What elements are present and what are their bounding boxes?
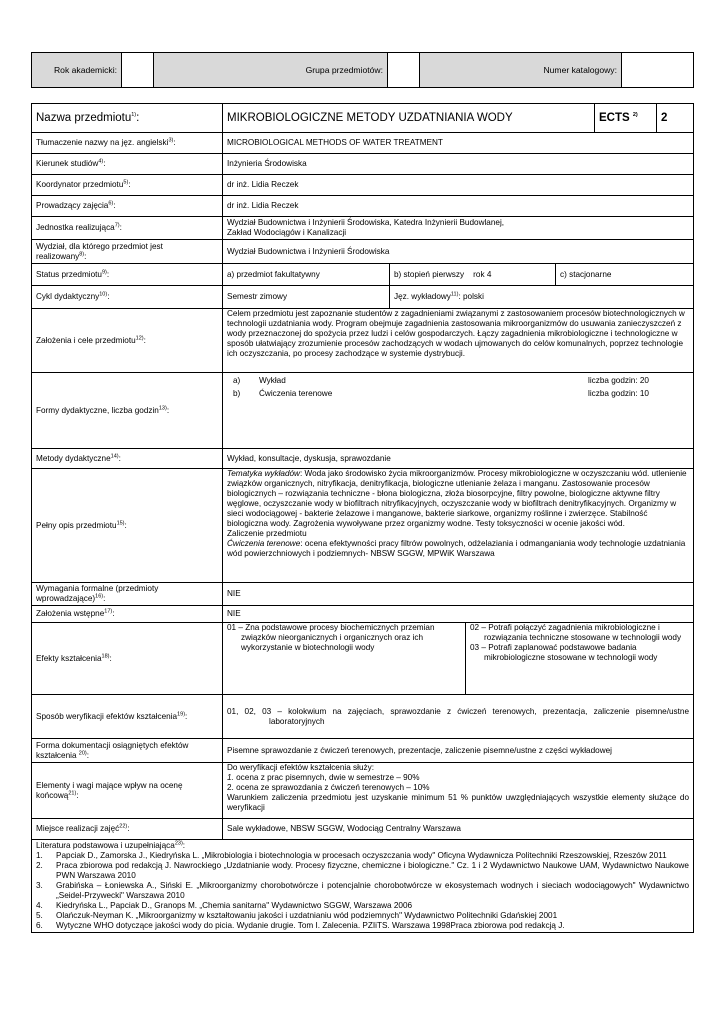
description-label: Pełny opis przedmiotu$^{15)}$: bbox=[32, 469, 223, 583]
row-verification bbox=[32, 695, 694, 739]
forms-label: Formy dydaktyczne, liczba godzin$^{13)}$: bbox=[32, 373, 223, 449]
verification-label: Sposób weryfikacji efektów kształcenia$^{19)}$: bbox=[32, 695, 223, 739]
literature-item: 1. Papciak D., Zamorska J., Kiedryńska L. „Mikrobiologia i biotechnologia w procesach oczyszczania wody" Oficyna Wydawnicza Politechniki Rzeszowskiej, Rzeszów 2011 bbox=[36, 851, 667, 860]
row-documentation bbox=[32, 739, 694, 763]
row-methods bbox=[32, 449, 694, 469]
instructor-label: Prowadzący zajęcia$^{6)}$: bbox=[32, 196, 223, 217]
prerequisites-label: Założenia wstępne$^{17)}$: bbox=[32, 606, 223, 623]
forms-value bbox=[223, 373, 694, 449]
row-course-name bbox=[32, 104, 694, 133]
language-value: Jęz. wykładowy$^{11)}$: polski bbox=[390, 286, 694, 309]
course-name-label: Nazwa przedmiotu$^{1)}$: bbox=[32, 104, 223, 133]
coordinator-label: Koordynator przedmiotu$^{5)}$: bbox=[32, 175, 223, 196]
outcomes-left bbox=[223, 623, 466, 695]
outcome-item: 02 – Potrafi połączyć zagadnienia mikrobiologiczne i rozwiązania techniczne stosowane w technologii wody bbox=[470, 623, 682, 642]
row-instructor bbox=[32, 196, 694, 217]
academic-year-field[interactable] bbox=[122, 53, 154, 88]
course-name-value: MIKROBIOLOGICZNE METODY UZDATNIANIA WODY bbox=[223, 104, 595, 133]
literature-item: 2. Praca zbiorowa pod redakcją J. Nawrockiego „Uzdatnianie wody. Procesy fizyczne, chemiczne i biologiczne." Cz. 1 i 2 Wydawnictwo Naukowe UAM, Wydawnictwo Naukowe PWN Warszawa 2010 bbox=[36, 861, 689, 880]
goals-value: Celem przedmiotu jest zapoznanie studentów z zagadnieniami związanymi z zastosowaniem procesów biotechnologicznych w technologii uzdatniania wody. Program obejmuje zagadnienia zastosowania mikroorganizmów do usuwania zanieczyszczeń z wody przeznaczonej do spożycia przez ludzi i celów gospodarczych. Łączy zagadnienia mikrobiologiczne i technologiczne w sposób ułatwiający zrozumienie procesów zachodzących w wodach ujmowanych do celów komunalnych, poprzez technologie ich oczyszczania, po procesy zachodzące w systemie dystrybucji. bbox=[223, 309, 694, 373]
row-field-of-study bbox=[32, 154, 694, 175]
catalog-number-label: Numer katalogowy: bbox=[420, 53, 622, 88]
faculty-value: Wydział Budownictwa i Inżynierii Środowiska bbox=[223, 240, 694, 264]
literature-item: 5. Olańczuk-Neyman K. „Mikroorganizmy w kształtowaniu jakości i uzdatnianiu wód podziemnych" Wydawnictwo Politechniki Gdańskiej 2001 bbox=[36, 911, 558, 920]
catalog-number-field[interactable] bbox=[622, 53, 694, 88]
documentation-value: Pisemne sprawozdanie z ćwiczeń terenowych, prezentacje, zaliczenie pisemne/ustne z części wykładowej bbox=[223, 739, 694, 763]
goals-label: Założenia i cele przedmiotu$^{12)}$: bbox=[32, 309, 223, 373]
requirements-label: Wymagania formalne (przedmioty wprowadzające)$^{16)}$: bbox=[32, 583, 223, 606]
status-degree: b) stopień pierwszy rok 4 bbox=[390, 264, 556, 286]
form-item: b) Ćwiczenia terenowe liczba godzin: 10 bbox=[233, 389, 649, 398]
literature-label: Literatura podstawowa i uzupełniająca$^{23)}$: bbox=[36, 840, 186, 850]
row-cycle bbox=[32, 286, 694, 309]
status-type: a) przedmiot fakultatywny bbox=[223, 264, 390, 286]
course-card-table bbox=[31, 103, 694, 933]
row-faculty bbox=[32, 240, 694, 264]
row-outcomes bbox=[32, 623, 694, 695]
row-literature bbox=[32, 840, 694, 933]
row-unit bbox=[32, 217, 694, 240]
location-value: Sale wykładowe, NBSW SGGW, Wodociąg Centralny Warszawa bbox=[223, 819, 694, 840]
outcomes-label: Efekty kształcenia$^{18)}$: bbox=[32, 623, 223, 695]
ects-label: ECTS $^{2)}$ bbox=[595, 104, 657, 133]
coordinator-value: dr inż. Lidia Reczek bbox=[223, 175, 694, 196]
translation-value: MICROBIOLOGICAL METHODS OF WATER TREATMENT bbox=[223, 133, 694, 154]
row-goals bbox=[32, 309, 694, 373]
field-of-study-label: Kierunek studiów$^{4)}$: bbox=[32, 154, 223, 175]
translation-label: Tłumaczenie nazwy na jęz. angielski$^{3)}$: bbox=[32, 133, 223, 154]
faculty-label: Wydział, dla którego przedmiot jest realizowany$^{8)}$: bbox=[32, 240, 223, 264]
row-status bbox=[32, 264, 694, 286]
grading-label: Elementy i wagi mające wpływ na ocenę końcową$^{21)}$: bbox=[32, 763, 223, 819]
literature-item: 4. Kiedryńska L., Papciak D., Granops M. „Chemia sanitarna" Wydawnictwo SGGW, Warszawa 2006 bbox=[36, 901, 413, 910]
row-prerequisites bbox=[32, 606, 694, 623]
literature-item: 6. Wytyczne WHO dotyczące jakości wody do picia. Wydanie drugie. Tom I. Zalecenia. PZIiTS. Warszawa 1998Praca zbiorowa pod redakcją J. bbox=[36, 921, 565, 930]
subject-group-field[interactable] bbox=[388, 53, 420, 88]
row-requirements bbox=[32, 583, 694, 606]
grading-value: Do weryfikacji efektów kształcenia służy: 1. ocena z prac pisemnych, dwie w semestrze – 90% 2. ocena ze sprawozdania z ćwiczeń terenowych – 10% Warunkiem zaliczenia przedmiotu jest uzyskanie minimum 51 % punktów uwzględniających wszystkie elementy służące do weryfikacji bbox=[223, 763, 694, 819]
methods-label: Metody dydaktyczne$^{14)}$: bbox=[32, 449, 223, 469]
row-grading bbox=[32, 763, 694, 819]
outcome-item: 03 – Potrafi zaplanować podstawowe badania mikrobiologiczne stosowane w technologii wody bbox=[470, 643, 658, 662]
unit-label: Jednostka realizująca$^{7)}$: bbox=[32, 217, 223, 240]
row-description bbox=[32, 469, 694, 583]
row-coordinator bbox=[32, 175, 694, 196]
subject-group-label: Grupa przedmiotów: bbox=[154, 53, 388, 88]
prerequisites-value: NIE bbox=[223, 606, 694, 623]
status-mode: c) stacjonarne bbox=[556, 264, 694, 286]
row-translation bbox=[32, 133, 694, 154]
literature-item: 3. Grabińska – Łoniewska A., Siński E. „Mikroorganizmy chorobotwórcze i potencjalnie chorobotwórcze w ekosystemach wodnych i sieciach wodociągowych" Wydawnictwo „Seidel-Przywecki" Warszawa 2010 bbox=[36, 881, 689, 900]
outcome-item: 01 – Zna podstawowe procesy biochemicznych przemian związków nieorganicznych i organicznych oraz ich wykorzystanie w biotechnologii wody bbox=[227, 623, 435, 652]
instructor-value: dr inż. Lidia Reczek bbox=[223, 196, 694, 217]
row-forms bbox=[32, 373, 694, 449]
verification-value: 01, 02, 03 – kolokwium na zajęciach, sprawozdanie z ćwiczeń terenowych, prezentacja, zaliczenie pisemne/ustne laboratoryjnych bbox=[223, 695, 694, 739]
status-label: Status przedmiotu$^{9)}$: bbox=[32, 264, 223, 286]
outcomes-right bbox=[466, 623, 694, 695]
requirements-value: NIE bbox=[223, 583, 694, 606]
form-item: a) Wykład liczba godzin: 20 bbox=[233, 376, 649, 385]
literature-cell bbox=[32, 840, 694, 933]
description-value: Tematyka wykładów: Woda jako środowisko życia mikroorganizmów. Procesy mikrobiologiczne w oczyszczaniu wód. utlenienie związków organicznych, nitryfikacja, denitryfikacja, biologiczne utlenianie żelaza i manganu. Zastosowanie procesów biologicznych – rozwiązania techniczne - błona biologiczna, złoża biosorpcyjne, filtry powolne, biologiczne aktywne filtry węglowe, oczyszczanie wody w biofiltrach nitryfikacyjnych, oczyszczanie wody w biofiltrach denitryfikacyjnych. Organizmy w sieci wodociągowej - bakterie żelazowe i manganowe, bakterie siarkowe, organizmy roślinne i zwierzęce. Stabilność biologiczna wody. Zagrożenia wywoływane przez organizmy wodne. Testy toksyczności w ocenie jakości wód. Zaliczenie przedmiotu Ćwiczenia terenowe: ocena efektywności pracy filtrów powolnych, odżelaziania i odmanganiania wody technologie uzdatniania wód powierzchniowych i podziemnych- NBSW SGGW, MPWiK Warszawa bbox=[223, 469, 694, 583]
field-of-study-value: Inżynieria Środowiska bbox=[223, 154, 694, 175]
cycle-value: Semestr zimowy bbox=[223, 286, 390, 309]
documentation-label: Forma dokumentacji osiągniętych efektów kształcenia $^{20)}$: bbox=[32, 739, 223, 763]
location-label: Miejsce realizacji zajęć$^{22)}$: bbox=[32, 819, 223, 840]
ects-value: 2 bbox=[657, 104, 694, 133]
cycle-label: Cykl dydaktyczny$^{10)}$: bbox=[32, 286, 223, 309]
academic-year-label: Rok akademicki: bbox=[32, 53, 122, 88]
unit-value: Wydział Budownictwa i Inżynierii Środowiska, Katedra Inżynierii Budowlanej, Zakład Wodociągów i Kanalizacji bbox=[223, 217, 694, 240]
row-location bbox=[32, 819, 694, 840]
header-table bbox=[31, 52, 694, 88]
methods-value: Wykład, konsultacje, dyskusja, sprawozdanie bbox=[223, 449, 694, 469]
